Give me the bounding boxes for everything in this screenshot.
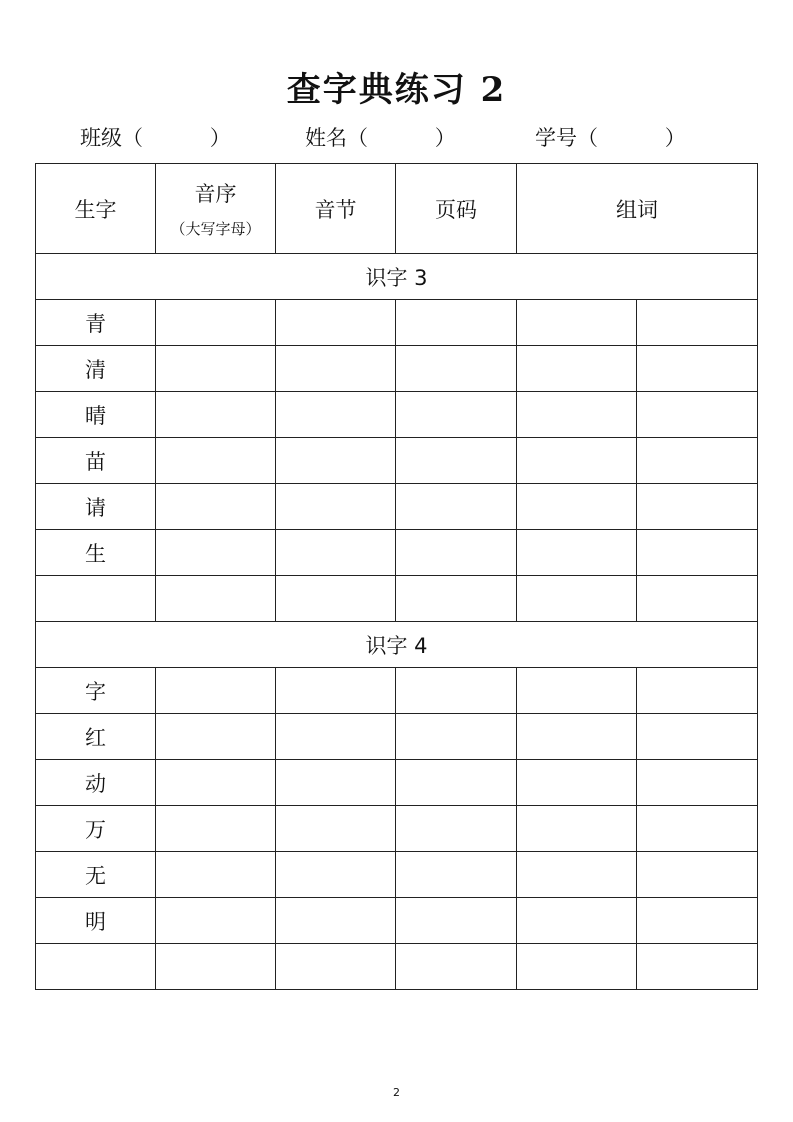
- page-number: 2: [393, 1086, 400, 1099]
- word-cell[interactable]: [637, 484, 758, 530]
- word-cell[interactable]: [517, 944, 637, 990]
- word-cell[interactable]: [517, 530, 637, 576]
- header-order-label: 音序: [194, 182, 237, 206]
- order-cell[interactable]: [156, 392, 276, 438]
- header-page: 页码: [396, 164, 517, 254]
- section-row: [36, 254, 758, 300]
- syllable-cell[interactable]: [276, 714, 396, 760]
- page-cell[interactable]: [396, 392, 517, 438]
- page-cell[interactable]: [396, 300, 517, 346]
- table-row: [36, 576, 758, 622]
- page-cell[interactable]: [396, 530, 517, 576]
- table-row: [36, 852, 758, 898]
- table-row: [36, 438, 758, 484]
- word-cell[interactable]: [517, 806, 637, 852]
- word-cell[interactable]: [637, 852, 758, 898]
- char-cell: 青: [36, 300, 156, 346]
- syllable-cell[interactable]: [276, 898, 396, 944]
- word-cell[interactable]: [517, 852, 637, 898]
- name-field-label: 姓名（ ）: [305, 126, 456, 150]
- header-order: [156, 164, 276, 254]
- word-cell[interactable]: [637, 530, 758, 576]
- syllable-cell[interactable]: [276, 346, 396, 392]
- order-cell[interactable]: [156, 668, 276, 714]
- table-row: [36, 300, 758, 346]
- char-cell: 苗: [36, 438, 156, 484]
- order-cell[interactable]: [156, 346, 276, 392]
- table-row: [36, 530, 758, 576]
- table-row: [36, 898, 758, 944]
- page-cell[interactable]: [396, 760, 517, 806]
- word-cell[interactable]: [637, 668, 758, 714]
- char-cell: [36, 576, 156, 622]
- header-row: [36, 164, 758, 254]
- char-cell: 无: [36, 852, 156, 898]
- word-cell[interactable]: [517, 898, 637, 944]
- char-cell: 晴: [36, 392, 156, 438]
- order-cell[interactable]: [156, 944, 276, 990]
- syllable-cell[interactable]: [276, 806, 396, 852]
- char-cell: 生: [36, 530, 156, 576]
- word-cell[interactable]: [517, 668, 637, 714]
- word-cell[interactable]: [517, 714, 637, 760]
- order-cell[interactable]: [156, 806, 276, 852]
- syllable-cell[interactable]: [276, 438, 396, 484]
- order-cell[interactable]: [156, 484, 276, 530]
- syllable-cell[interactable]: [276, 530, 396, 576]
- word-cell[interactable]: [517, 300, 637, 346]
- word-cell[interactable]: [637, 806, 758, 852]
- order-cell[interactable]: [156, 714, 276, 760]
- word-cell[interactable]: [637, 346, 758, 392]
- word-cell[interactable]: [637, 576, 758, 622]
- syllable-cell[interactable]: [276, 852, 396, 898]
- page-cell[interactable]: [396, 346, 517, 392]
- order-cell[interactable]: [156, 300, 276, 346]
- header-words: 组词: [517, 164, 758, 254]
- syllable-cell[interactable]: [276, 944, 396, 990]
- char-cell: 字: [36, 668, 156, 714]
- table-row: [36, 392, 758, 438]
- page-title: 查字典练习 2: [286, 70, 507, 110]
- char-cell: 万: [36, 806, 156, 852]
- table-row: [36, 760, 758, 806]
- word-cell[interactable]: [517, 484, 637, 530]
- table-row: [36, 668, 758, 714]
- char-cell: 请: [36, 484, 156, 530]
- section-row: [36, 622, 758, 668]
- page-cell[interactable]: [396, 668, 517, 714]
- order-cell[interactable]: [156, 530, 276, 576]
- word-cell[interactable]: [517, 346, 637, 392]
- word-cell[interactable]: [637, 760, 758, 806]
- syllable-cell[interactable]: [276, 300, 396, 346]
- page-cell[interactable]: [396, 438, 517, 484]
- syllable-cell[interactable]: [276, 392, 396, 438]
- syllable-cell[interactable]: [276, 668, 396, 714]
- order-cell[interactable]: [156, 852, 276, 898]
- word-cell[interactable]: [637, 438, 758, 484]
- order-cell[interactable]: [156, 438, 276, 484]
- table-row: [36, 346, 758, 392]
- page-cell[interactable]: [396, 576, 517, 622]
- word-cell[interactable]: [637, 898, 758, 944]
- char-cell: 红: [36, 714, 156, 760]
- word-cell[interactable]: [517, 392, 637, 438]
- syllable-cell[interactable]: [276, 760, 396, 806]
- word-cell[interactable]: [517, 438, 637, 484]
- order-cell[interactable]: [156, 760, 276, 806]
- word-cell[interactable]: [637, 392, 758, 438]
- char-cell: 明: [36, 898, 156, 944]
- table-row: [36, 714, 758, 760]
- order-cell[interactable]: [156, 576, 276, 622]
- header-char: 生字: [36, 164, 156, 254]
- page-cell[interactable]: [396, 806, 517, 852]
- table-row: [36, 484, 758, 530]
- word-cell[interactable]: [637, 300, 758, 346]
- student-number-field-label: 学号（ ）: [535, 126, 686, 150]
- order-cell[interactable]: [156, 898, 276, 944]
- page-cell[interactable]: [396, 944, 517, 990]
- table-row: [36, 944, 758, 990]
- page-cell[interactable]: [396, 852, 517, 898]
- char-cell: 清: [36, 346, 156, 392]
- page-cell[interactable]: [396, 484, 517, 530]
- section-title: 识字 3: [36, 254, 758, 300]
- dictionary-practice-table: [35, 163, 758, 990]
- section-title: 识字 4: [36, 622, 758, 668]
- header-order-note: （大写字母）: [170, 220, 261, 238]
- char-cell: 动: [36, 760, 156, 806]
- page-cell[interactable]: [396, 898, 517, 944]
- word-cell[interactable]: [517, 760, 637, 806]
- table-row: [36, 806, 758, 852]
- word-cell[interactable]: [637, 944, 758, 990]
- class-field-label: 班级（ ）: [80, 126, 231, 150]
- word-cell[interactable]: [517, 576, 637, 622]
- char-cell: [36, 944, 156, 990]
- word-cell[interactable]: [637, 714, 758, 760]
- syllable-cell[interactable]: [276, 576, 396, 622]
- syllable-cell[interactable]: [276, 484, 396, 530]
- page-cell[interactable]: [396, 714, 517, 760]
- header-syllable: 音节: [276, 164, 396, 254]
